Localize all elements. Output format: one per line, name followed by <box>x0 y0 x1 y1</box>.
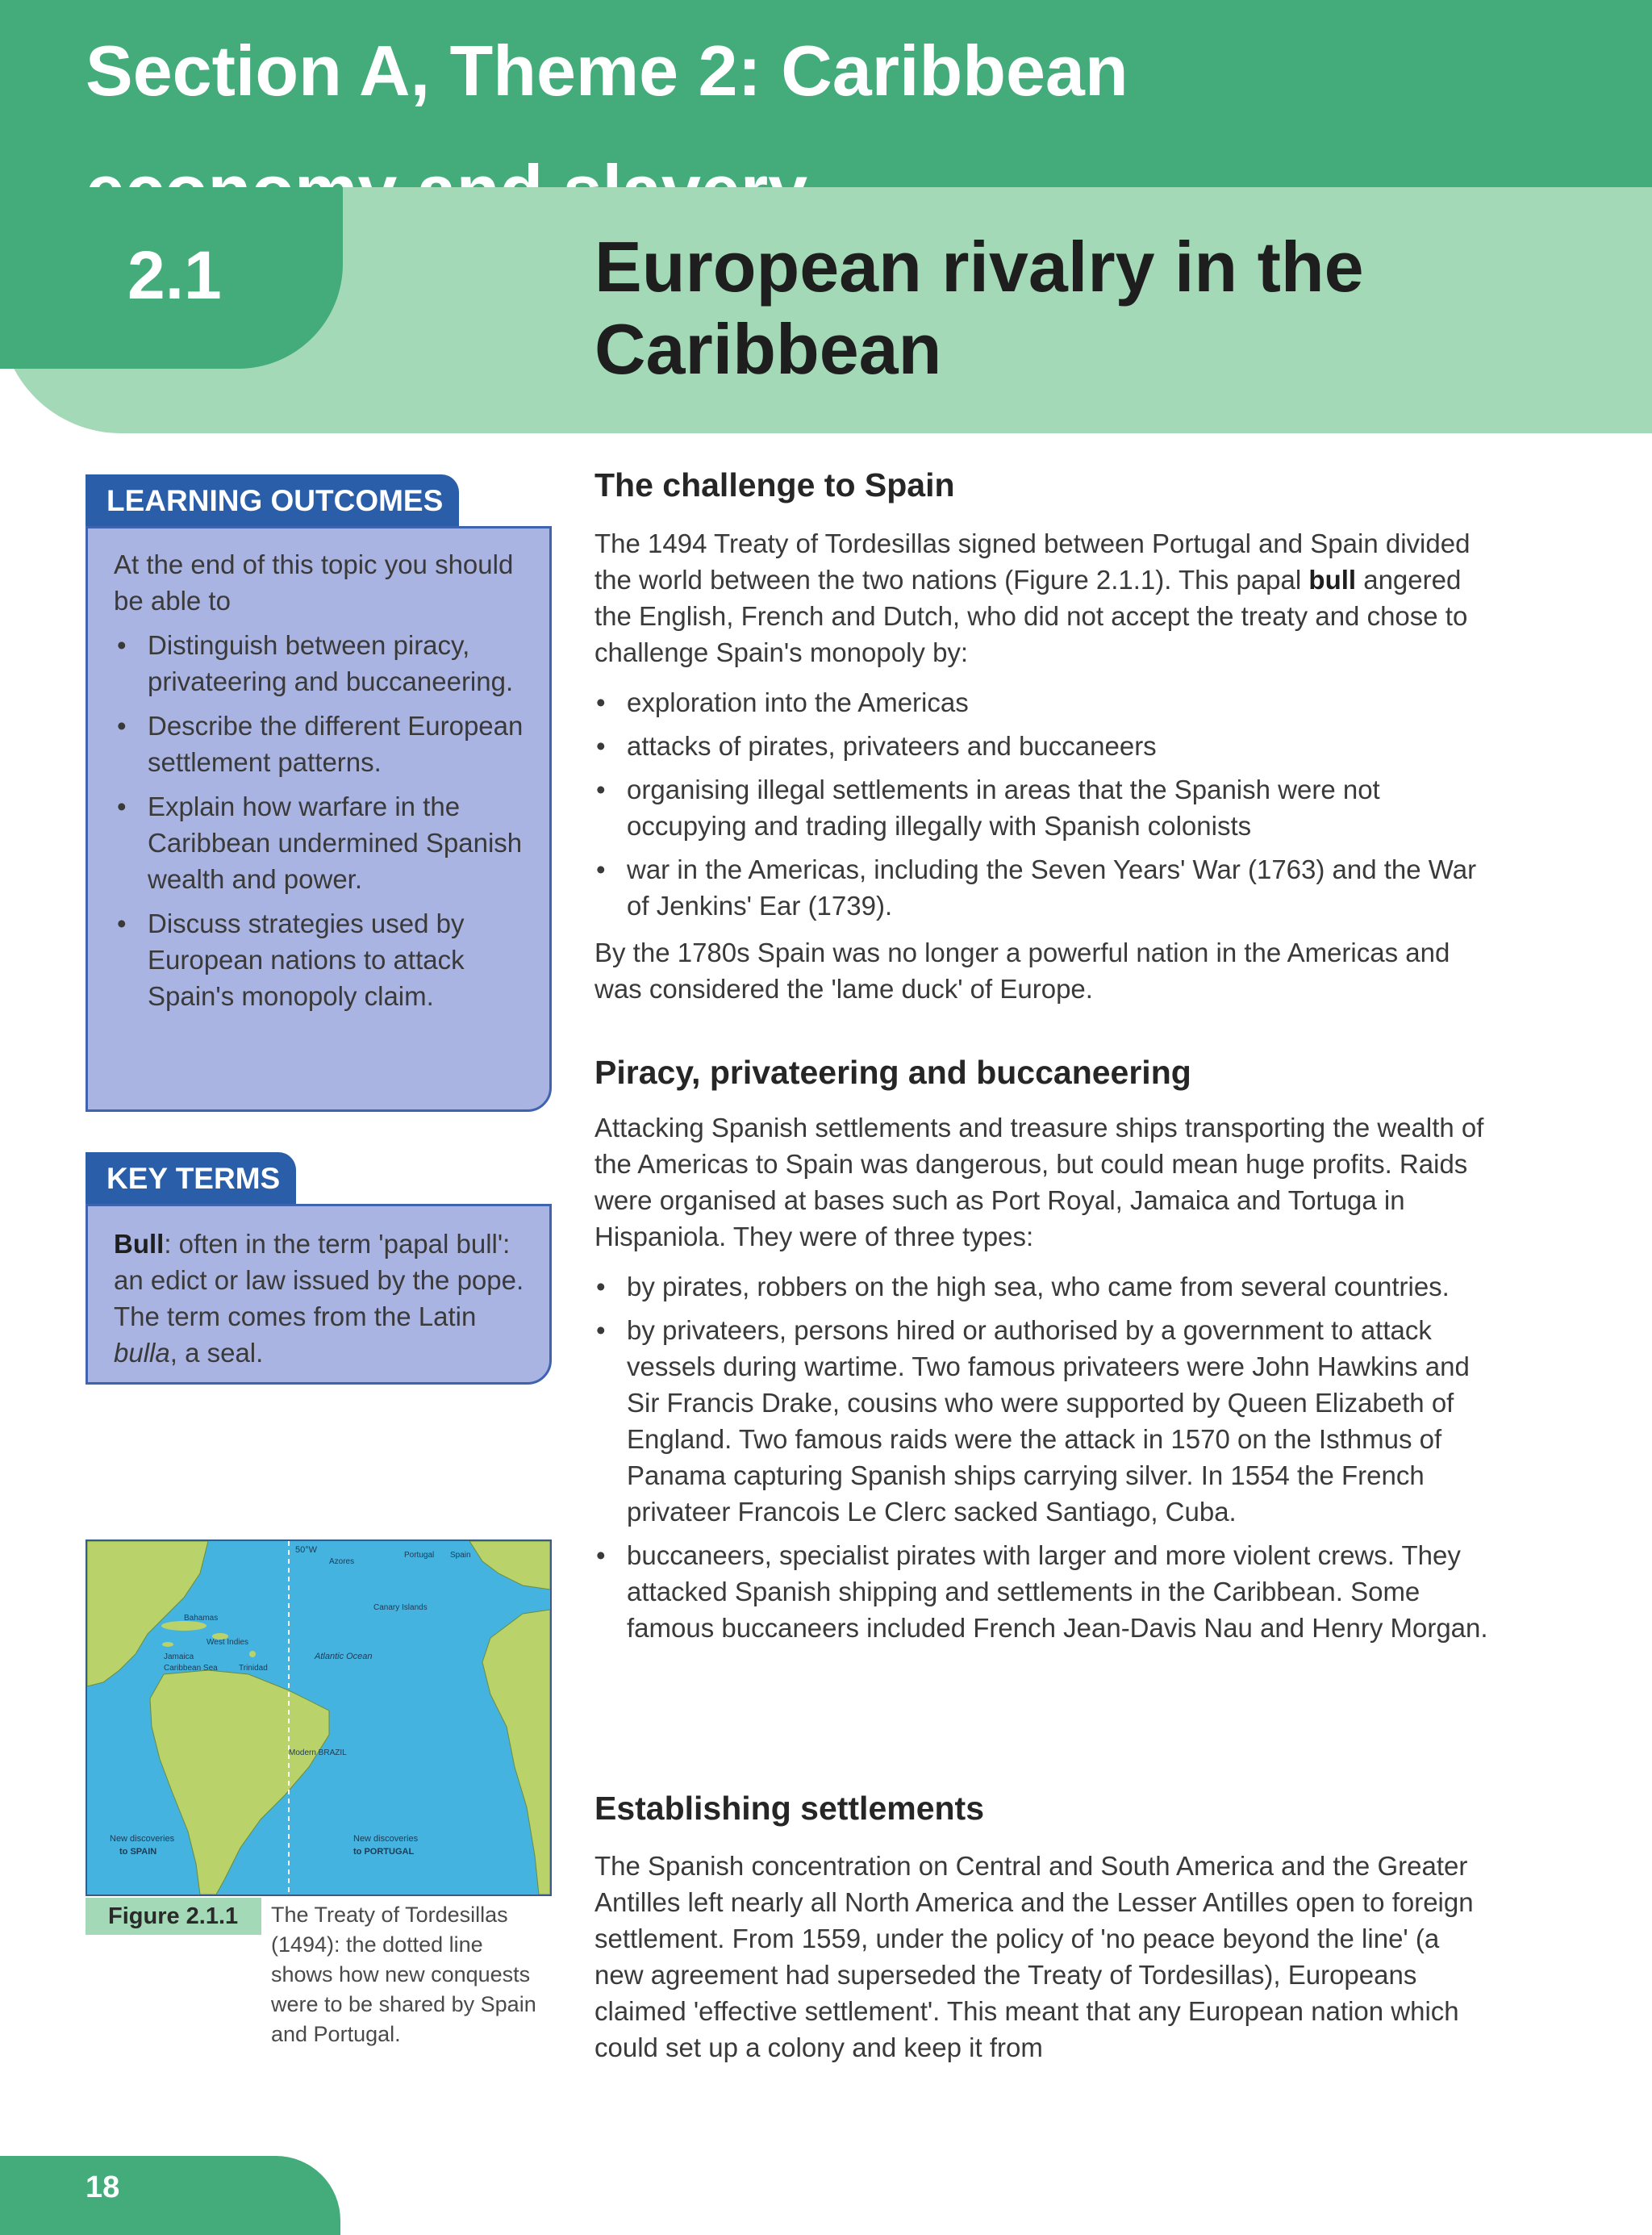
map-label-jamaica: Jamaica <box>164 1652 194 1661</box>
map-label-new-portugal-a: New discoveries <box>353 1834 419 1844</box>
key-term-latin: bulla <box>114 1338 170 1368</box>
map-label-spain: Spain <box>450 1551 471 1560</box>
learning-outcomes-box <box>86 526 552 1112</box>
section-number: 2.1 <box>127 237 222 313</box>
page-number: 18 <box>86 2170 120 2204</box>
map-label-caribbean-sea: Caribbean Sea <box>164 1664 218 1673</box>
key-term-text-a: : often in the term 'papal bull': an edict or law issued by the pope. The term comes from the Latin <box>114 1229 524 1331</box>
figure-caption: The Treaty of Tordesillas (1494): the dotted line shows how new conquests were to be shared by Spain and Portugal. <box>271 1903 536 2046</box>
heading-piracy: Piracy, privateering and buccaneering <box>594 1054 1191 1091</box>
settlements-paragraph-1: The Spanish concentration on Central and South America and the Greater Antilles left nearly all North America and the Lesser Antilles open to foreign settlement. From 1559, under the policy of 'no peace beyond the line' (a new agreement had superseded the Treaty of Tordesillas), Europeans claimed 'effective settlement'. This meant that any European nation which could set up a colony and keep it from <box>594 1851 1474 2062</box>
page-number-tab <box>0 2156 340 2235</box>
piracy-bullet: • buccaneers, specialist pirates with larger and more violent crews. They attacked Spanish shipping and settlements in the Caribbean. Some famous buccaneers included French Jean-Davis Nau and Henry Morgan. <box>594 1537 1490 1646</box>
piracy-bullet: • by privateers, persons hired or authorised by a government to attack vessels during wartime. Two famous privateers were John Hawkins and Sir Francis Drake, cousins who were supported by Queen Elizabeth of England. Two famous raids were the attack in 1570 on the Isthmus of Panama capturing Spanish ships carrying silver. In 1554 the French privateer Francois Le Clerc sacked Santiago, Cuba. <box>594 1312 1490 1530</box>
key-terms-box <box>86 1204 552 1385</box>
piracy-bullet: • by pirates, robbers on the high sea, who came from several countries. <box>594 1268 1490 1305</box>
map-label-azores: Azores <box>329 1557 355 1566</box>
map-label-new-portugal-b: to PORTUGAL <box>353 1847 415 1857</box>
challenge-p1-b: angered the English, French and Dutch, who did not accept the treaty and chose to challenge Spain's monopoly by: <box>594 565 1468 667</box>
map-label-west-indies: West Indies <box>206 1638 249 1647</box>
challenge-bullet: • exploration into the Americas <box>594 684 1490 721</box>
heading-settlements: Establishing settlements <box>594 1790 985 1827</box>
learning-outcome-item: • Distinguish between piracy, privateering and buccaneering. <box>114 627 533 700</box>
learning-outcome-item: • Discuss strategies used by European nations to attack Spain's monopoly claim. <box>114 905 533 1014</box>
piracy-paragraph-1: Attacking Spanish settlements and treasure ships transporting the wealth of the Americas to Spain was dangerous, but could mean huge profits. Raids were organised at bases such as Port Royal, Jamaica and Tortuga in Hispaniola. They were of three types: <box>594 1113 1484 1251</box>
challenge-p1-bold: bull <box>1308 565 1357 595</box>
challenge-paragraph-2: By the 1780s Spain was no longer a powerful nation in the Americas and was considered the 'lame duck' of Europe. <box>594 938 1450 1004</box>
key-term-definition <box>114 1226 533 1371</box>
learning-outcome-item: • Explain how warfare in the Caribbean undermined Spanish wealth and power. <box>114 788 533 897</box>
map-label-brazil: Modern BRAZIL <box>289 1748 347 1757</box>
map-label-atlantic: Atlantic Ocean <box>315 1652 373 1661</box>
map-label-new-spain-a: New discoveries <box>110 1834 175 1844</box>
challenge-bullet: • war in the Americas, including the Seven Years' War (1763) and the War of Jenkins' Ear (1739). <box>594 851 1490 924</box>
challenge-bullet: • attacks of pirates, privateers and buccaneers <box>594 728 1490 764</box>
learning-outcome-item: • Describe the different European settlement patterns. <box>114 708 533 780</box>
key-term-text-b: , a seal. <box>169 1338 264 1368</box>
learning-outcomes-list <box>114 627 533 1014</box>
figure-label: Figure 2.1.1 <box>86 1898 261 1935</box>
tordesillas-map <box>86 1539 552 1896</box>
map-trinidad <box>249 1651 256 1657</box>
challenge-paragraph-1 <box>594 525 1490 670</box>
piracy-list <box>594 1268 1490 1653</box>
map-label-canary: Canary Islands <box>373 1603 428 1612</box>
learning-outcomes-label: LEARNING OUTCOMES <box>86 474 459 528</box>
learning-outcomes-intro: At the end of this topic you should be able to <box>114 549 514 616</box>
key-terms-label: KEY TERMS <box>86 1152 296 1205</box>
map-label-bahamas: Bahamas <box>184 1614 219 1623</box>
challenge-list <box>594 684 1490 931</box>
map-label-meridian: 50°W <box>295 1545 318 1555</box>
map-label-new-spain-b: to SPAIN <box>119 1847 157 1857</box>
heading-challenge: The challenge to Spain <box>594 466 955 503</box>
map-jamaica <box>162 1642 173 1647</box>
section-heading: European rivalry in the Caribbean <box>594 227 1364 389</box>
map-graphic <box>87 1541 550 1895</box>
challenge-bullet: • organising illegal settlements in areas that the Spanish were not occupying and trading illegally with Spanish colonists <box>594 771 1490 844</box>
challenge-p1-a: The 1494 Treaty of Tordesillas signed between Portugal and Spain divided the world between the two nations (Figure 2.1.1). This papal <box>594 528 1471 595</box>
map-label-trinidad: Trinidad <box>239 1664 268 1673</box>
map-label-portugal: Portugal <box>404 1551 435 1560</box>
page-title: Section A, Theme 2: Caribbean <box>86 31 1128 111</box>
key-term: Bull <box>114 1229 165 1259</box>
